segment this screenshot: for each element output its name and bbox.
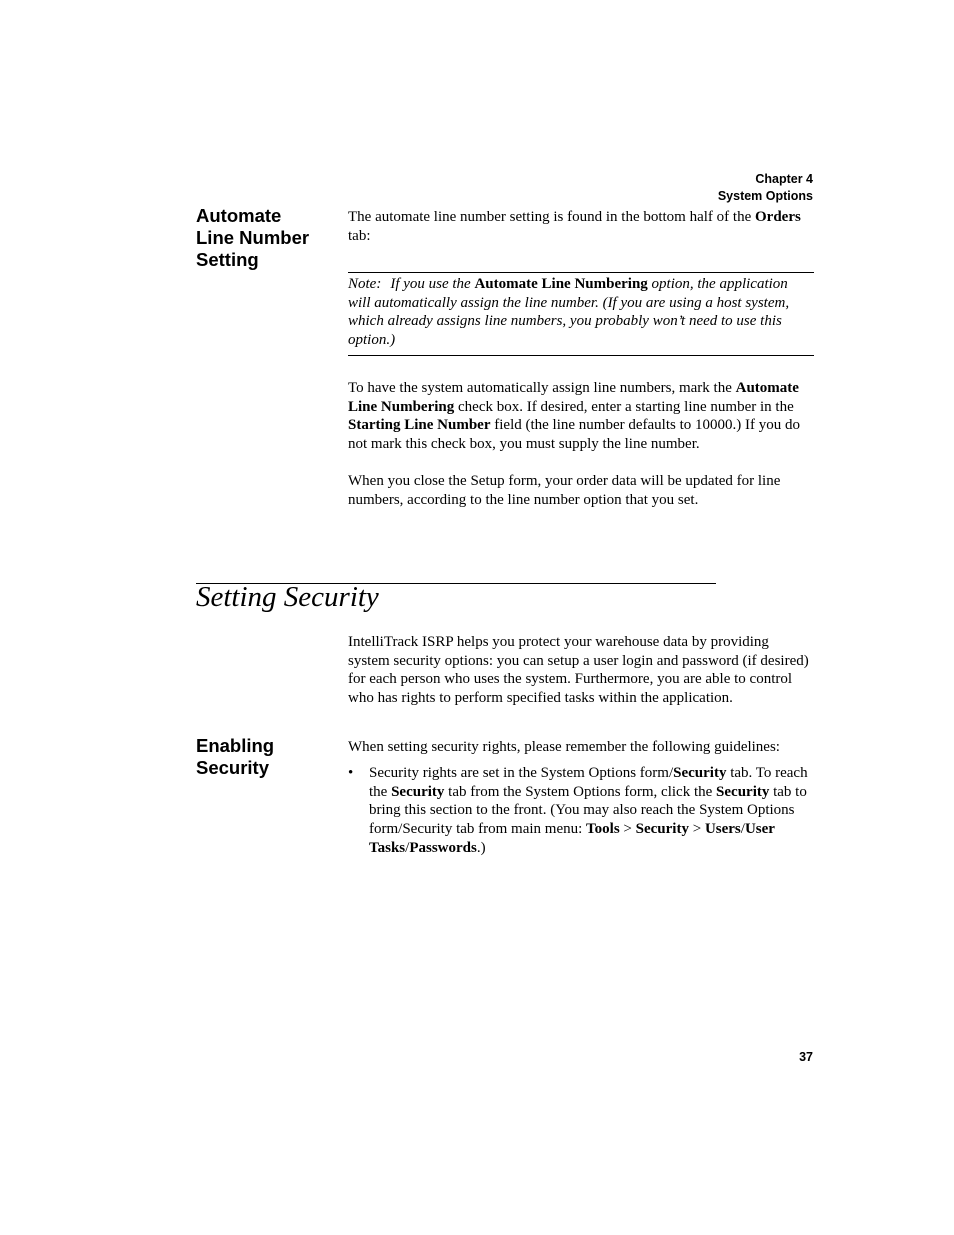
automate-intro: The automate line number setting is found in the bottom half of the Orders tab:	[348, 209, 801, 244]
note-label: Note:	[348, 276, 382, 292]
running-header	[718, 171, 813, 204]
chapter-label: Chapter 4	[755, 172, 813, 186]
security-intro: IntelliTrack ISRP helps you protect your warehouse data by providing system security options: you can setup a user login and password (if desired) for each person who uses the system. Furthermore, you are able to control who has rights to perform specified tasks within the application.	[348, 634, 809, 707]
guidelines-list	[348, 764, 814, 858]
page-number: 37	[799, 1050, 813, 1064]
automate-closing: When you close the Setup form, your order data will be updated for line numbers, according to the line number option that you set.	[348, 473, 781, 508]
automate-instructions: To have the system automatically assign line numbers, mark the Automate Line Numbering check box. If desired, enter a starting line number in the Starting Line Number field (the line number defaults to 10000.) If you do not mark this check box, you must supply the line number.	[348, 380, 801, 453]
automate-heading: Automate Line Number Setting	[196, 205, 310, 270]
section-title: Setting Security	[196, 581, 379, 613]
section-label: System Options	[717, 188, 813, 203]
bullet-icon: •	[348, 765, 354, 781]
enabling-intro: When setting security rights, please remember the following guidelines:	[348, 739, 780, 755]
enabling-heading: Enabling Security	[196, 735, 275, 778]
list-item: • Security rights are set in the System Options form/Security tab. To reach the Security tab from the System Options form, click the Security tab to bring this section to the front. (You may also reach the System Options form/Security tab from main menu: Tools > Security > Users/User Tasks/Passwords.)	[348, 765, 808, 856]
note-box: Note: If you use the Automate Line Numbering option, the application will automatically assign the line number. (If you are using a host system, which already assigns line numbers, you probably won’t need to use this option.)	[348, 272, 814, 356]
